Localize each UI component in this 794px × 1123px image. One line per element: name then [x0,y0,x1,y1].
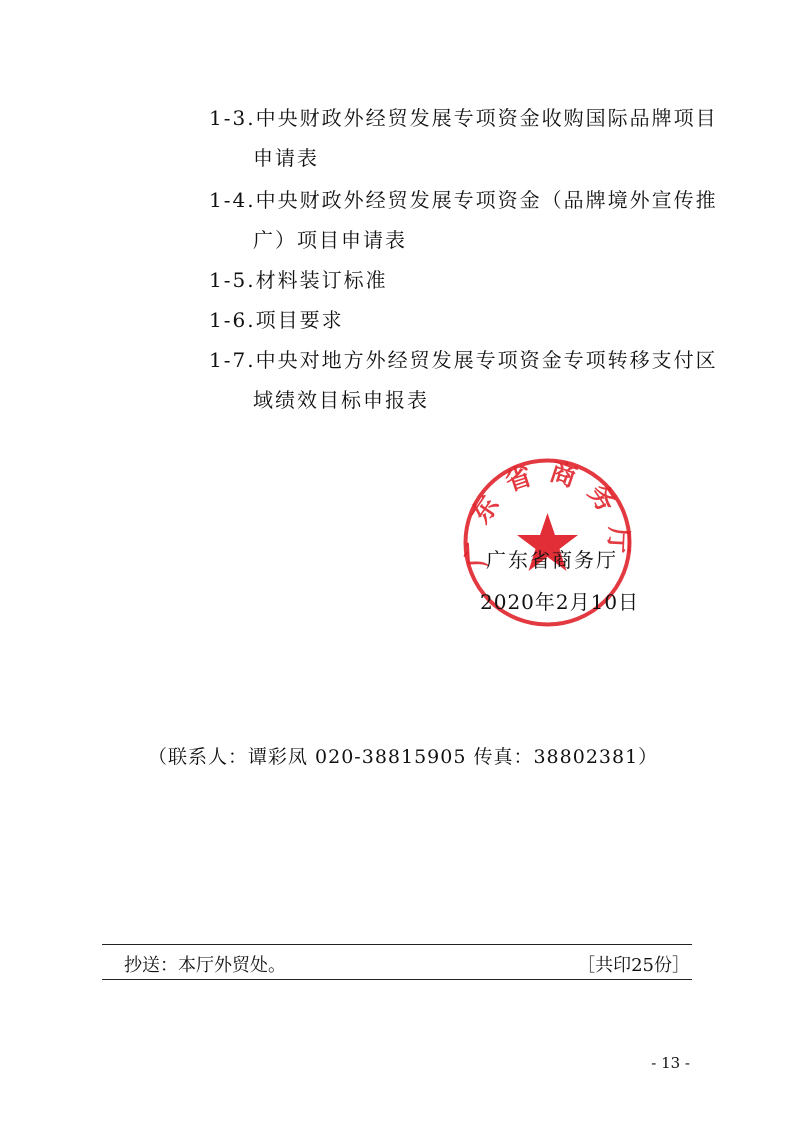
attachment-item [209,180,718,260]
attachment-line: 1-5.材料装订标准 [209,268,388,292]
attachment-item [209,260,699,300]
attachment-line: 1-6.项目要求 [209,308,344,332]
attachment-line-continued: 申请表 [253,146,319,170]
print-copies: ［共印25份］ [577,955,690,976]
footer-rule-top [102,944,692,945]
attachment-item [209,340,718,420]
svg-text:广东省商务厅: 广东省商务厅 [461,456,634,568]
footer-rule-bottom [102,979,692,980]
attachment-line-continued: 域绩效目标申报表 [253,388,429,412]
page-number: - 13 - [651,1054,690,1072]
attachment-line-continued: 广）项目申请表 [253,228,407,252]
attachment-line: 1-7.中央对地方外经贸发展专项资金专项转移支付区 [209,348,718,372]
attachment-item [209,300,699,340]
attachment-line: 1-4.中央财政外经贸发展专项资金（品牌境外宣传推 [209,188,718,212]
attachment-line: 1-3.中央财政外经贸发展专项资金收购国际品牌项目 [209,106,718,130]
cc-recipients: 抄送：本厅外贸处。 [124,955,286,976]
attachment-item [209,98,718,178]
issuer-name: 广东省商务厅 [486,548,618,572]
issue-date: 2020年2月10日 [480,590,640,614]
contact-info: （联系人：谭彩凤 020-38815905 传真：38802381） [148,746,659,768]
